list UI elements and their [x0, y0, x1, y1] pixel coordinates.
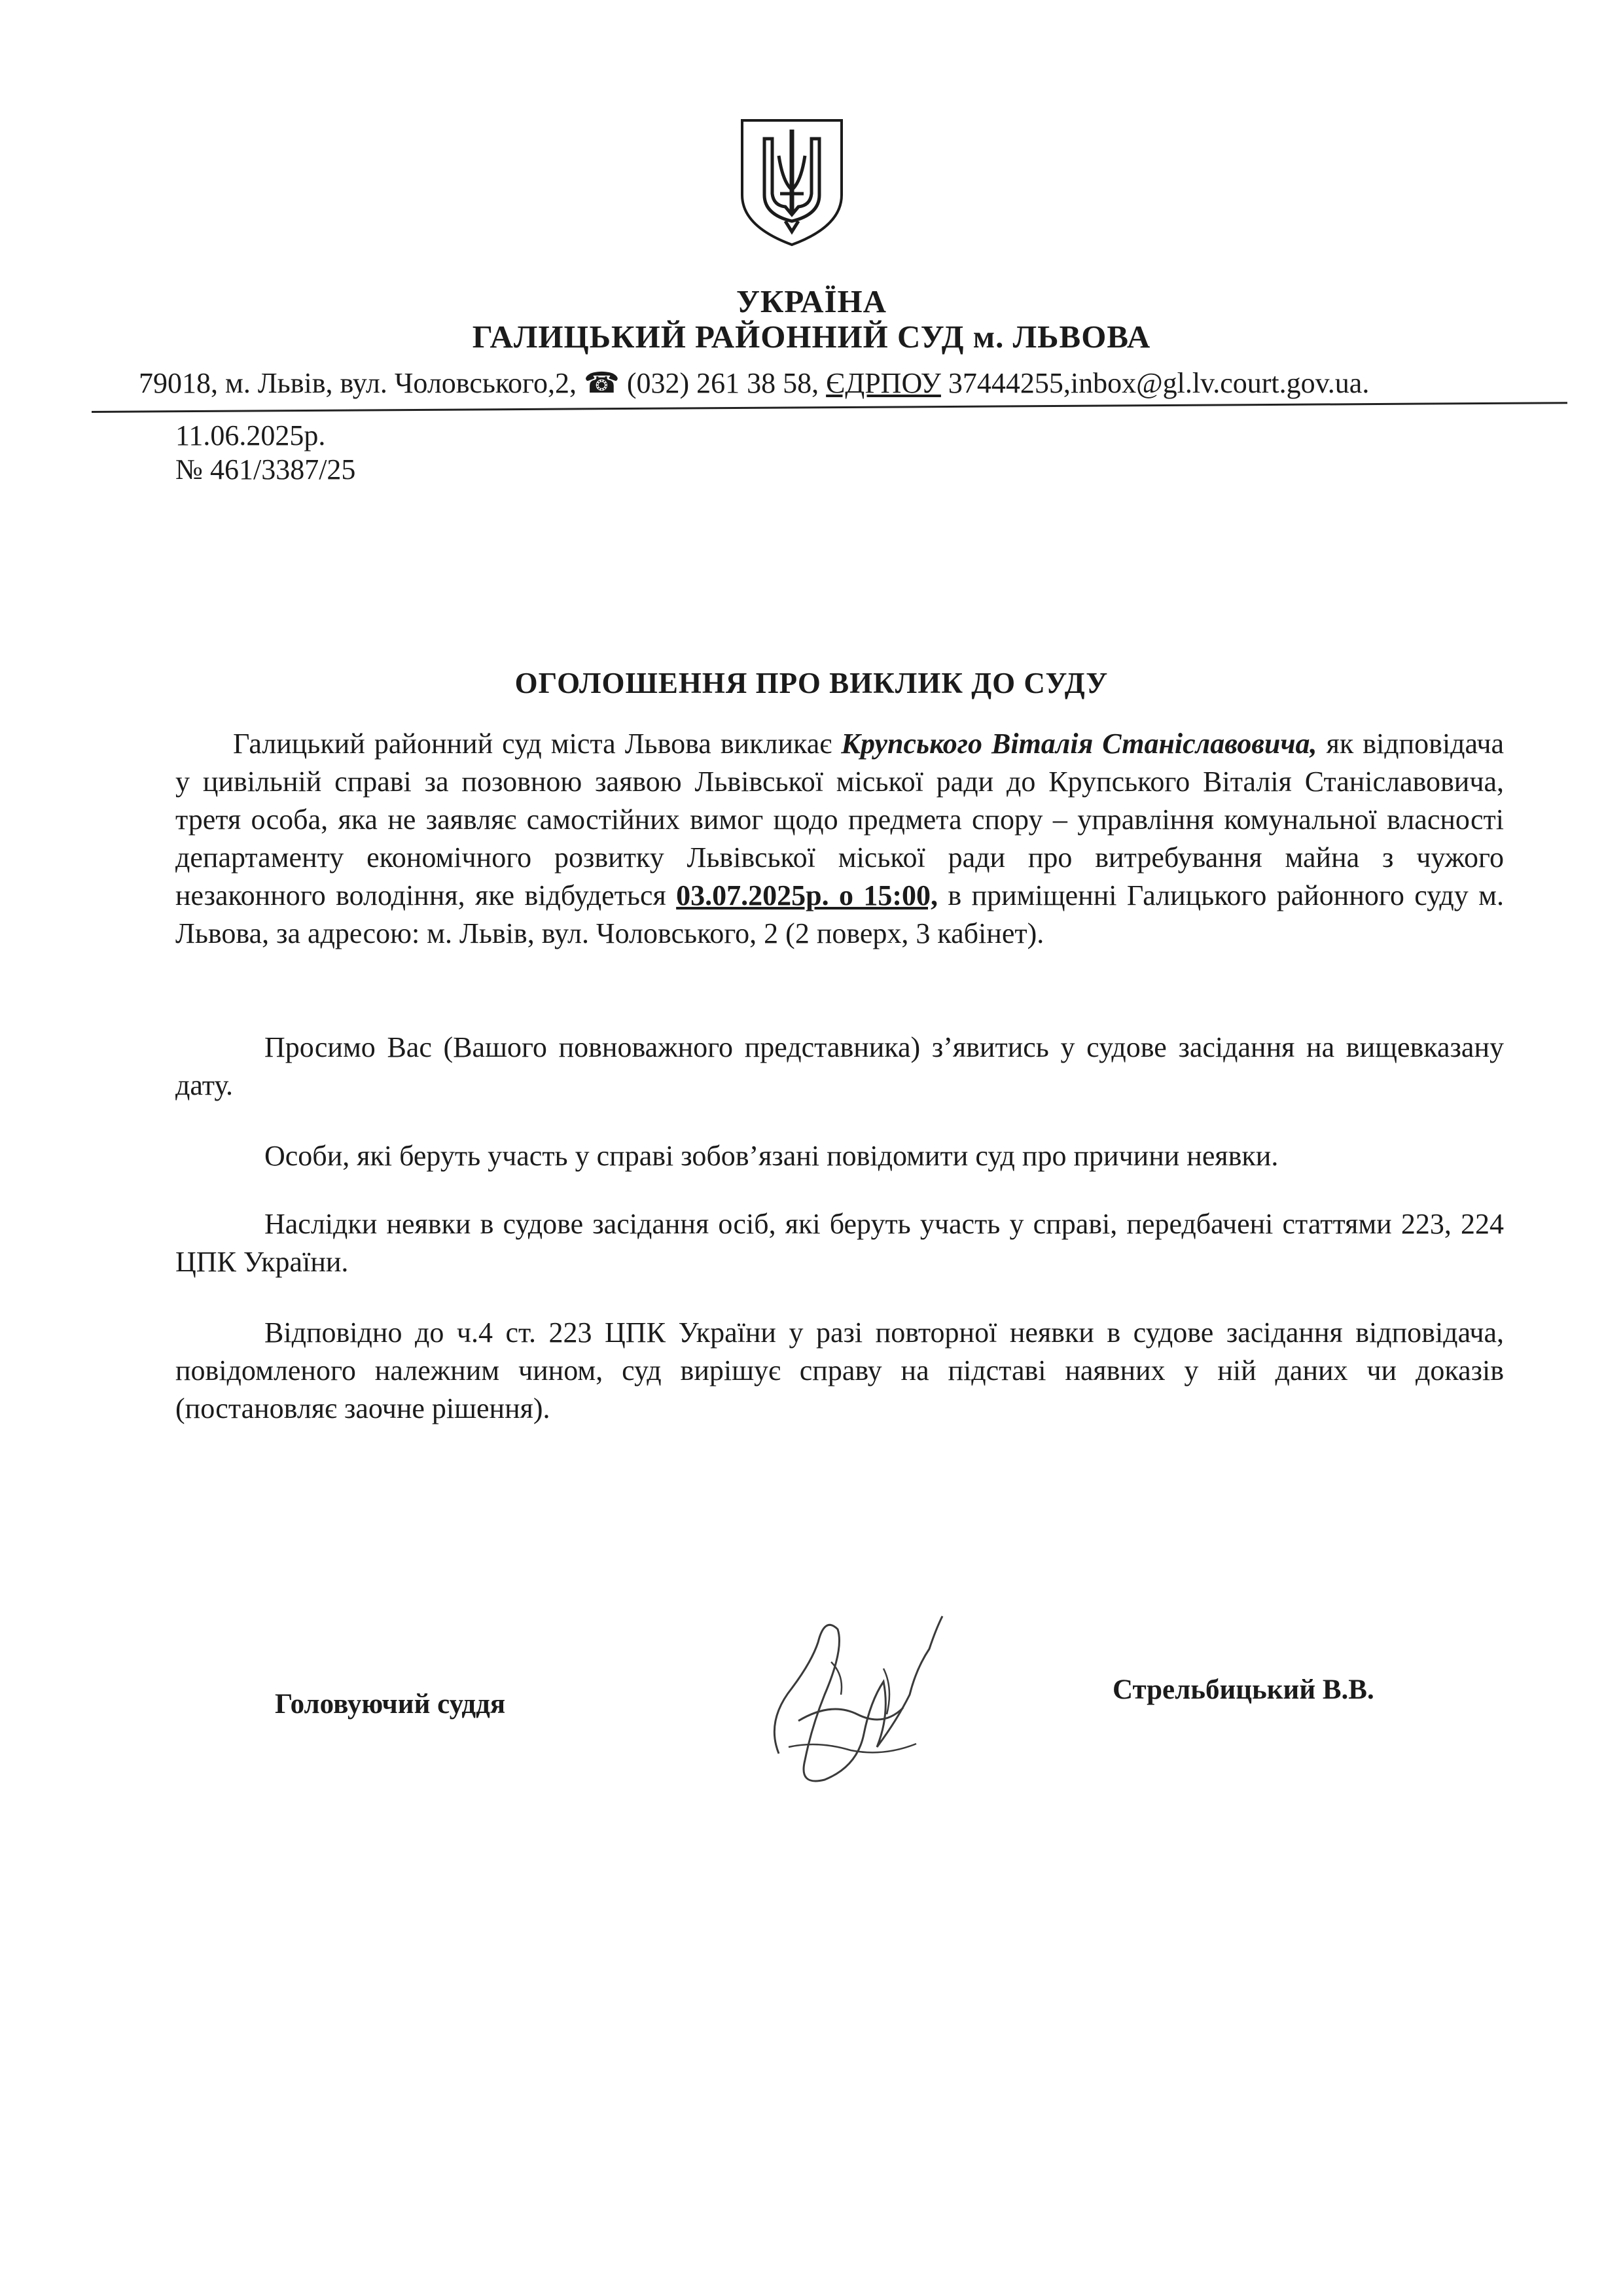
handwritten-signature — [753, 1590, 962, 1806]
header-divider — [92, 402, 1567, 413]
body-paragraph-summons — [175, 725, 1504, 953]
defendant-name: Крупського Віталія Станіславовича, — [841, 728, 1317, 760]
document-date: 11.06.2025р. — [175, 419, 326, 451]
judge-name: Стрельбицький В.В. — [1113, 1674, 1374, 1705]
summons-text-start: Галицький районний суд міста Львова викликає — [233, 728, 842, 760]
court-name-heading: ГАЛИЦЬКИЙ РАЙОННИЙ СУД м. ЛЬВОВА — [472, 319, 1151, 355]
body-paragraph-request: Просимо Вас (Вашого повноважного представника) з’явитись у судове засідання на вищевказану дату. — [175, 1031, 1504, 1101]
presiding-judge-label: Головуючий суддя — [275, 1689, 506, 1720]
body-paragraph-consequences: Наслідки неявки в судове засідання осіб, які беруть участь у справі, передбачені статтями 223, 224 ЦПК України. — [175, 1208, 1504, 1278]
edrpou-and-email: 37444255,inbox@gl.lv.court.gov.ua. — [948, 367, 1370, 399]
summons-text-location: в приміщенні Галицького районного суду м. Львова, за адресою: м. Львів, вул. Чоловського, 2 (2 поверх, 3 кабінет). — [175, 879, 1505, 949]
document-title: ОГОЛОШЕННЯ ПРО ВИКЛИК ДО СУДУ — [514, 667, 1109, 699]
telephone-icon: ☎ — [584, 367, 620, 399]
coat-of-arms-icon — [738, 116, 846, 249]
court-contacts — [139, 366, 1369, 400]
summons-text-case: як відповідача у цивільній справі за позовною заявою Львівської міської ради до Крупського Віталія Станіславовича, третя особа, яка не заявляє самостійних вимог щодо предмета спору – управління комунальної власності департаменту економічного розвитку Львівської міської ради про витребування майна з чужого незаконного володіння, яке відбудеться — [175, 728, 1504, 911]
country-heading: УКРАЇНА — [736, 283, 887, 319]
body-paragraph-default-judgment: Відповідно до ч.4 ст. 223 ЦПК України у разі повторної неявки в судове засідання відповідача, повідомленого належним чином, суд вирішує справу на підставі наявних у ній даних чи доказів (постановляє заочне рішення). — [175, 1316, 1504, 1424]
body-paragraph-obligation: Особи, які беруть участь у справі зобов’язані повідомити суд про причини неявки. — [264, 1140, 1279, 1172]
edrpou-label: ЄДРПОУ — [826, 367, 941, 399]
court-phone: (032) 261 38 58, — [626, 367, 827, 399]
court-address: 79018, м. Львів, вул. Чоловського,2, — [139, 367, 577, 399]
case-number: № 461/3387/25 — [175, 453, 356, 486]
hearing-datetime: 03.07.2025р. о 15:00, — [676, 879, 938, 911]
